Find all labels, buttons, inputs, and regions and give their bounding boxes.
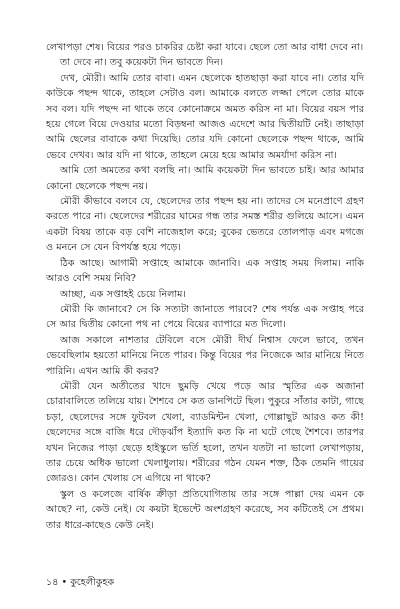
paragraph-10: মৌরী যেন অতীতের খাদে ছুমড়ি খেয়ে পড়ে আর স্মৃতির এক অজানা চোরাবালিতে তলিয়ে যায়। শৈশবে সে কত ডানপিটে ছিল। পুকুরে সাঁতার কাটা, গাছে চড়া, ছেলেদের সঙ্গে ফুটবল খেলা, ব্যাডমিন্টন খেলা, গোল্লাছুট আরও কত কী! ছেলেদের সঙ্গে বাজি ধরে দৌড়ঝাঁপ ইত্যাদি কত কি না ঘটে গেছে শৈশবে। তারপর যখন নিজের পাড়া ছেড়ে হাইস্কুলে ভর্তি হলো, তখন যতটা না ভালো লেখাপড়ায়, তার চেয়ে অধিক ভালো খেলাধুলায়। শরীরের গঠন যেমন শক্ত, ঠিক তেমনি গায়ের জোরও। কোন খেলায় সে এগিয়ে না থাকে? [46, 380, 364, 485]
paragraph-7: আচ্ছা, এক সপ্তাহই চেয়ে নিলাম। [60, 288, 186, 300]
paragraph-1: লেখাপড়া শেষ। বিয়ের পরও চাকরির চেষ্টা করা যাবে। ছেলে তো আর বাধা দেবে না। [46, 42, 364, 53]
paragraph-3: দেখ, মৌরী। আমি তোর বাবা। এমন ছেলেকে হাতছাড়া করা যাবে না। তোর যদি কাউকে পছন্দ থাকে, তাহলে সেটাও বল। আমাকে বলতে লজ্জা পেলে তোর মাকে সব বল। যদি পছন্দ না থাকে তবে কোনোক্রমে অমত করিস না মা। বিয়ের বয়স পার হয়ে গেলে বিয়ে দেওয়ার মতো বিড়ম্বনা আজও এদেশে আর দ্বিতীয়টি নেই। তাছাড়া আমি ছেলের বাবাকে কথা দিয়েছি। তোর যদি কোনো ছেলেকে পছন্দ থাকে, আমি ভেবে দেখব। আর যদি না থাকে, তাহলে মেয়ে হয়ে আমার অমর্যাদা করিস না। [46, 72, 364, 161]
paragraph-5: মৌরী কীভাবে বলবে যে, ছেলেদের তার পছন্দ হয় না। তাদের সে মনেপ্রাণে গ্রহণ করতে পারে না। ছেলেদের শরীরের ঘামের গন্ধ তার সমস্ত শরীর গুলিয়ে আসে। এমন একটা বিষয় তাকে বড় বেশি নাজেহাল করে; বুকের ভেতরে তোলপাড় এবং মগজে ও মননে সে যেন বিপর্যস্ত হয়ে পড়ে। [46, 196, 364, 254]
paragraph-11: স্কুল ও কলেজে বার্ষিক ক্রীড়া প্রতিযোগিতায় তার সঙ্গে পাল্লা দেয় এমন কে আছে? না, কেউ নেই। যে কয়টা ইভেন্টে অংশগ্রহণ করেছে, সব কটিতেই সে প্রথম। তার ধারে-কাছেও কেউ নেই। [46, 488, 364, 531]
book-page-text [46, 40, 364, 580]
paragraph-4: আমি তো অমতের কথা বলছি না। আমি কয়েকটা দিন ভাবতে চাই। আর আমার কোনো ছেলেকে পছন্দ নয়। [46, 165, 364, 192]
paragraph-6: ঠিক আছে। আগামী সপ্তাহে আমাকে জানাবি। এক সপ্তাহ সময় দিলাম। নাকি আরও বেশি সময় নিবি? [46, 257, 364, 285]
paragraph-8: মৌরী কি জানাবে? সে কি সত্যটা জানাতে পারবে? শেষ পর্যন্ত এক সপ্তাহ পরে সে আর দ্বিতীয় কোনো পথ না পেয়ে বিয়ের ব্যাপারে মত দিলো। [46, 303, 364, 331]
page-footer: ১৪ • কুহেলীকুহক [46, 577, 115, 588]
paragraph-2: তা দেবে না। তবু কয়েকটা দিন ভাবতে দিন। [60, 57, 224, 69]
paragraph-9: আজ সকালে নাশতার টেবিলে বসে মৌরী দীর্ঘ নিশ্বাস ফেলে ভাবে, তখন ভেবেছিলাম হয়তো মানিয়ে নিতে পারব। কিন্তু বিয়ের পর নিজেকে আর মানিয়ে নিতে পারিনি। এখন আমি কী করব? [46, 334, 364, 377]
